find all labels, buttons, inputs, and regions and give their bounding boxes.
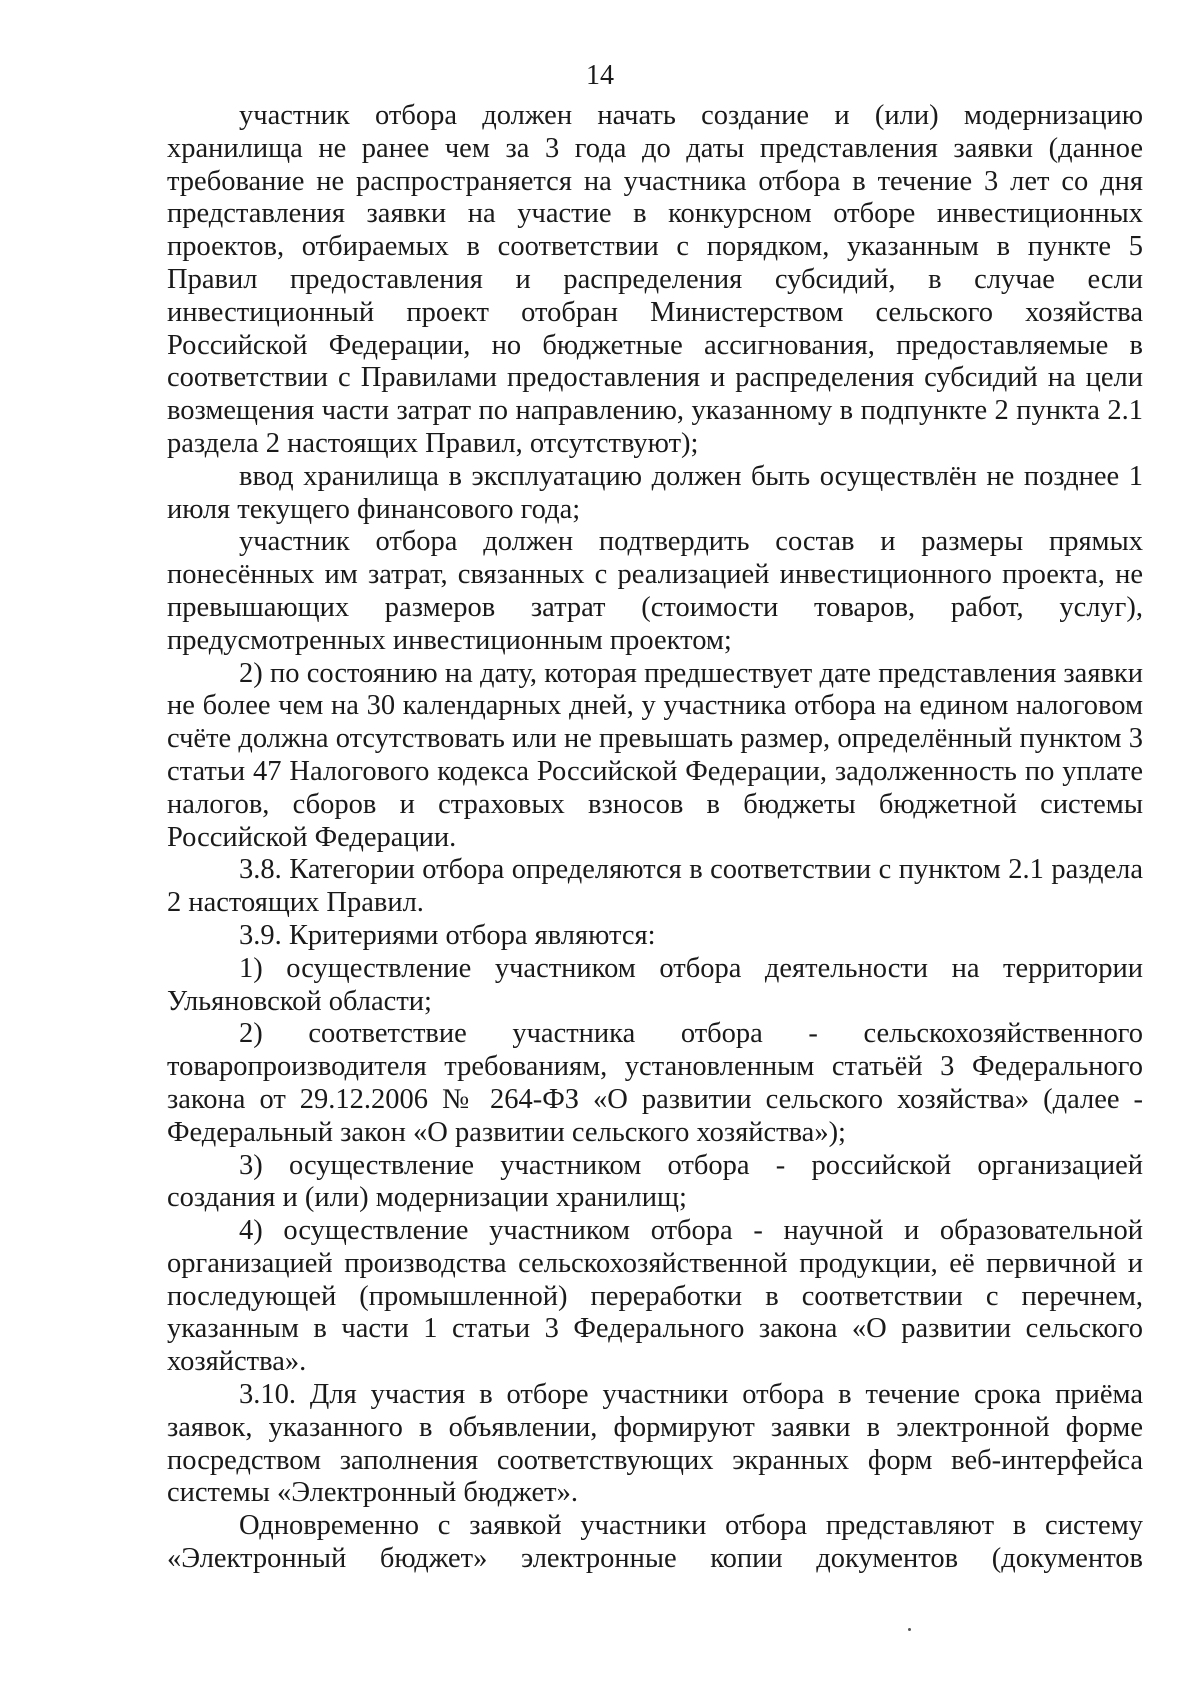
paragraph-criterion-2: 2) соответствие участника отбора - сельскохозяйственного товаропроизводителя требованиям, установленным статьёй 3 Федерального закона от 29.12.2006 № 264-ФЗ «О развитии сельского хозяйства» (далее - Федеральный закон «О развитии сельского хозяйства»); (167, 1018, 1143, 1148)
paragraph-selection-criteria-heading: 3.9. Критериями отбора являются: (239, 919, 656, 951)
paragraph-tax-debt-requirement: 2) по состоянию на дату, которая предшествует дате представления заявки не более чем на 30 календарных дней, у участника отбора на едином налоговом счёте должна отсутствовать или не превышать размер, определённый пунктом 3 статьи 47 Налогового кодекса Российской Федерации, задолженность по уплате налогов, сборов и страховых взносов в бюджеты бюджетной системы Российской Федерации. (167, 657, 1143, 853)
paragraph-criterion-4: 4) осуществление участником отбора - научной и образовательной организацией производства сельскохозяйственной продукции, её первичной и последующей (промышленной) переработки в соответствии с перечнем, указанным в части 1 статьи 3 Федерального закона «О развитии сельского хозяйства». (167, 1215, 1143, 1378)
paragraph-cost-confirmation: участник отбора должен подтвердить состав и размеры прямых понесённых им затрат, связанных с реализацией инвестиционного проекта, не превышающих размеров затрат (стоимости товаров, работ, услуг), предусмотренных инвестиционным проектом; (167, 526, 1143, 656)
paragraph-criterion-3: 3) осуществление участником отбора - российской организацией создания и (или) модернизации хранилищ; (167, 1149, 1143, 1214)
document-body (167, 100, 1143, 1576)
scan-artifact-dot (908, 1628, 911, 1631)
paragraph-commissioning-deadline: ввод хранилища в эксплуатацию должен быть осуществлён не позднее 1 июля текущего финансового года; (167, 460, 1143, 525)
paragraph-selection-categories: 3.8. Категории отбора определяются в соответствии с пунктом 2.1 раздела 2 настоящих Правил. (167, 854, 1143, 919)
paragraph-document-copies: Одновременно с заявкой участники отбора представляют в систему «Электронный бюджет» электронные копии документов (документов (167, 1510, 1143, 1575)
paragraph-criterion-1: 1) осуществление участником отбора деятельности на территории Ульяновской области; (167, 952, 1143, 1017)
page-number: 14 (586, 60, 614, 91)
paragraph-storage-start-requirement: участник отбора должен начать создание и (или) модернизацию хранилища не ранее чем за 3 года до даты представления заявки (данное требование не распространяется на участника отбора в течение 3 лет со дня представления заявки на участие в конкурсном отборе инвестиционных проектов, отбираемых в соответствии с порядком, указанным в пункте 5 Правил предоставления и распределения субсидий, в случае если инвестиционный проект отобран Министерством сельского хозяйства Российской Федерации, но бюджетные ассигнования, предоставляемые в соответствии с Правилами предоставления и распределения субсидий на цели возмещения части затрат по направлению, указанному в подпункте 2 пункта 2.1 раздела 2 настоящих Правил, отсутствуют); (167, 100, 1143, 459)
paragraph-application-submission: 3.10. Для участия в отборе участники отбора в течение срока приёма заявок, указанного в объявлении, формируют заявки в электронной форме посредством заполнения соответствующих экранных форм веб-интерфейса системы «Электронный бюджет». (167, 1379, 1143, 1509)
